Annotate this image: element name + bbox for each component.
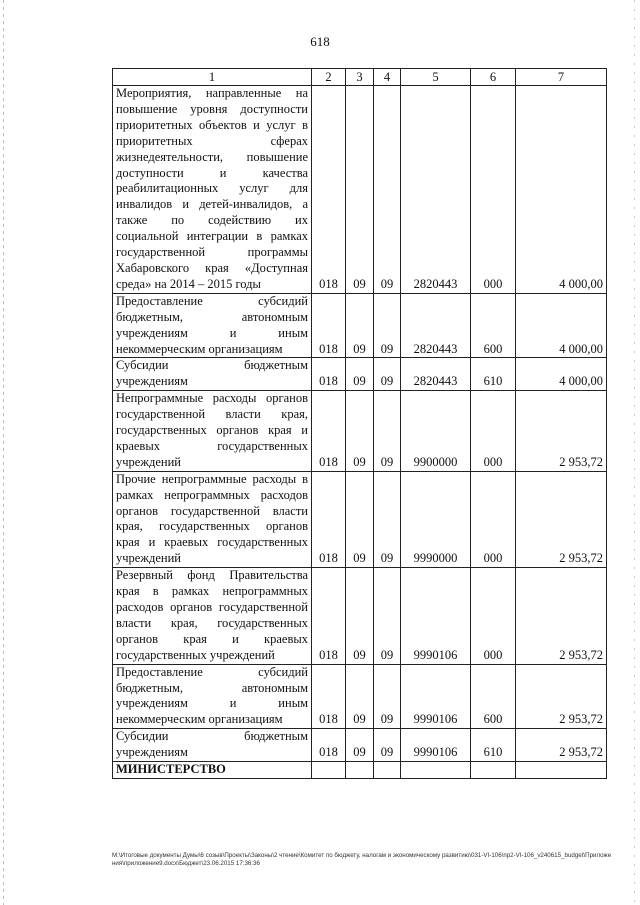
row-ministry-code: 018 [312, 471, 346, 567]
header-col-1: 1 [113, 69, 312, 86]
header-col-4: 4 [374, 69, 401, 86]
row-expense-type: 000 [471, 471, 516, 567]
row-subsection: 09 [374, 358, 401, 391]
row-ministry-code: 018 [312, 86, 346, 294]
row-expense-type: 000 [471, 568, 516, 664]
table-row [113, 391, 607, 472]
header-col-3: 3 [346, 69, 374, 86]
row-expense-type: 000 [471, 391, 516, 472]
row-subsection: 09 [374, 664, 401, 729]
row-amount: 2 953,72 [516, 664, 607, 729]
row-subsection: 09 [374, 293, 401, 358]
row-expense-type [471, 762, 516, 779]
row-target-article: 2820443 [401, 86, 471, 294]
row-description: Субсидии бюджетным учреждениям [113, 729, 312, 762]
row-subsection: 09 [374, 86, 401, 294]
row-amount: 2 953,72 [516, 568, 607, 664]
row-subsection: 09 [374, 729, 401, 762]
row-section: 09 [346, 568, 374, 664]
row-target-article: 2820443 [401, 358, 471, 391]
row-expense-type: 610 [471, 358, 516, 391]
row-ministry-code [312, 762, 346, 779]
row-description: Предоставление субсидий бюджетным, автономным учреждениям и иным некоммерческим организациям [113, 664, 312, 729]
row-section: 09 [346, 358, 374, 391]
row-description: Субсидии бюджетным учреждениям [113, 358, 312, 391]
row-subsection [374, 762, 401, 779]
table-row [113, 471, 607, 567]
table-row [113, 358, 607, 391]
row-description: Прочие непрограммные расходы в рамках непрограммных расходов органов государственной власти края, государственных органов края и краевых государственных учреждений [113, 471, 312, 567]
row-ministry-code: 018 [312, 664, 346, 729]
row-amount: 2 953,72 [516, 729, 607, 762]
header-col-7: 7 [516, 69, 607, 86]
row-expense-type: 000 [471, 86, 516, 294]
header-col-5: 5 [401, 69, 471, 86]
footer-file-path: M:\Итоговые документы Думы\6 созыв\Проекты\Законы\2 чтение\Комитет по бюджету, налогам и экономическому развитию\031-VI-106\пр2-VI-106_v240615_budget\Приложения\приложение9.docx\Бюджет\23.06.2015 17:36:36 [112, 852, 612, 867]
page-number: 618 [310, 34, 330, 49]
row-target-article: 9990106 [401, 729, 471, 762]
table-row [113, 86, 607, 294]
row-ministry-code: 018 [312, 391, 346, 472]
row-section [346, 762, 374, 779]
row-section: 09 [346, 471, 374, 567]
row-description: Мероприятия, направленные на повышение уровня доступности приоритетных объектов и услуг в приоритетных сферах жизнедеятельности, повышение доступности и качества реабилитационных услуг для инвалидов и детей-инвалидов, а также по содействию их социальной интеграции в рамках государственной программы Хабаровского края «Доступная среда» на 2014 – 2015 годы [113, 86, 312, 294]
row-target-article: 9990000 [401, 471, 471, 567]
row-description: Непрограммные расходы органов государственной власти края, государственных органов края и краевых государственных учреждений [113, 391, 312, 472]
row-target-article: 2820443 [401, 293, 471, 358]
header-col-2: 2 [312, 69, 346, 86]
row-description: Резервный фонд Правительства края в рамках непрограммных расходов органов государственной власти края, государственных органов края и краевых государственных учреждений [113, 568, 312, 664]
row-expense-type: 600 [471, 293, 516, 358]
row-ministry-code: 018 [312, 358, 346, 391]
row-subsection: 09 [374, 471, 401, 567]
row-amount: 4 000,00 [516, 293, 607, 358]
row-description: Предоставление субсидий бюджетным, автономным учреждениям и иным некоммерческим организациям [113, 293, 312, 358]
row-section: 09 [346, 729, 374, 762]
row-subsection: 09 [374, 391, 401, 472]
row-target-article [401, 762, 471, 779]
row-section: 09 [346, 391, 374, 472]
row-amount [516, 762, 607, 779]
budget-table [112, 68, 607, 779]
table-row [113, 568, 607, 664]
row-amount: 4 000,00 [516, 86, 607, 294]
table-row [113, 664, 607, 729]
row-section: 09 [346, 293, 374, 358]
row-ministry-code: 018 [312, 568, 346, 664]
header-col-6: 6 [471, 69, 516, 86]
row-section: 09 [346, 86, 374, 294]
row-amount: 2 953,72 [516, 391, 607, 472]
row-amount: 4 000,00 [516, 358, 607, 391]
row-ministry-code: 018 [312, 729, 346, 762]
row-expense-type: 610 [471, 729, 516, 762]
header-row [113, 69, 607, 86]
row-expense-type: 600 [471, 664, 516, 729]
table-row [113, 762, 607, 779]
table-row [113, 729, 607, 762]
table-row [113, 293, 607, 358]
row-amount: 2 953,72 [516, 471, 607, 567]
scan-edge-right [634, 0, 635, 905]
scan-edge-left [3, 0, 4, 905]
row-section: 09 [346, 664, 374, 729]
row-ministry-code: 018 [312, 293, 346, 358]
row-target-article: 9990106 [401, 568, 471, 664]
row-subsection: 09 [374, 568, 401, 664]
row-description: МИНИСТЕРСТВО [113, 762, 312, 779]
row-target-article: 9990106 [401, 664, 471, 729]
row-target-article: 9900000 [401, 391, 471, 472]
